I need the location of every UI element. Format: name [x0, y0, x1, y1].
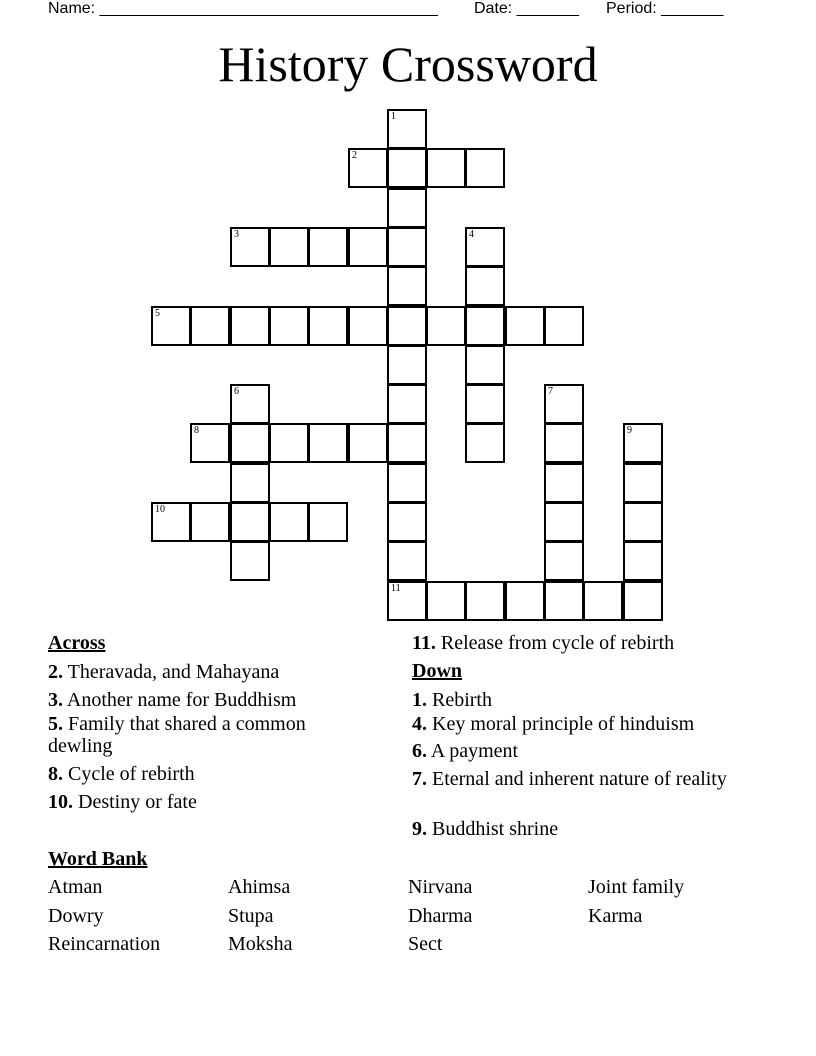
word-bank-item: Stupa — [228, 905, 274, 927]
grid-cell[interactable] — [465, 581, 505, 621]
grid-cell[interactable] — [190, 502, 230, 542]
grid-cell[interactable] — [348, 423, 388, 463]
grid-cell[interactable] — [151, 306, 191, 346]
grid-cell[interactable] — [505, 581, 545, 621]
clue-across-3: 3. Another name for Buddhism — [48, 689, 297, 711]
grid-cell[interactable] — [151, 502, 191, 542]
grid-cell[interactable] — [465, 148, 505, 188]
clue-across-10: 10. Destiny or fate — [48, 791, 197, 813]
grid-cell[interactable] — [387, 384, 427, 424]
grid-cell[interactable] — [387, 423, 427, 463]
grid-cell[interactable] — [583, 581, 623, 621]
grid-cell[interactable] — [544, 306, 584, 346]
grid-cell[interactable] — [269, 502, 309, 542]
grid-cell[interactable] — [465, 306, 505, 346]
grid-cell[interactable] — [269, 227, 309, 267]
grid-cell[interactable] — [230, 306, 270, 346]
grid-cell[interactable] — [505, 306, 545, 346]
grid-cell[interactable] — [544, 463, 584, 503]
word-bank-item: Ahimsa — [228, 876, 291, 898]
word-bank-item: Dowry — [48, 905, 104, 927]
grid-cell[interactable] — [230, 502, 270, 542]
grid-cell[interactable] — [387, 148, 427, 188]
period-field-label: Period: _______ — [606, 0, 724, 17]
grid-cell[interactable] — [269, 306, 309, 346]
grid-cell[interactable] — [623, 581, 663, 621]
grid-cell[interactable] — [623, 502, 663, 542]
grid-cell[interactable] — [387, 541, 427, 581]
grid-cell[interactable] — [465, 384, 505, 424]
clue-down-1: 1. Rebirth — [412, 689, 492, 711]
grid-cell[interactable] — [465, 227, 505, 267]
grid-cell[interactable] — [387, 227, 427, 267]
grid-cell[interactable] — [623, 463, 663, 503]
word-bank-item: Karma — [588, 905, 643, 927]
grid-cell[interactable] — [544, 541, 584, 581]
grid-cell[interactable] — [387, 109, 427, 149]
grid-cell[interactable] — [308, 227, 348, 267]
grid-cell[interactable] — [230, 423, 270, 463]
clue-number: 11 — [391, 583, 401, 594]
grid-cell[interactable] — [348, 306, 388, 346]
grid-cell[interactable] — [348, 148, 388, 188]
grid-cell[interactable] — [308, 423, 348, 463]
word-bank-item: Reincarnation — [48, 933, 161, 955]
date-field-label: Date: _______ — [474, 0, 579, 17]
grid-cell[interactable] — [544, 423, 584, 463]
clue-number: 9 — [627, 425, 632, 436]
clue-across-5: 5. Family that shared a common dewling — [48, 713, 306, 757]
word-bank-item: Sect — [408, 933, 443, 955]
word-bank-item: Atman — [48, 876, 103, 898]
grid-cell[interactable] — [269, 423, 309, 463]
grid-cell[interactable] — [544, 581, 584, 621]
grid-cell[interactable] — [426, 306, 466, 346]
clue-down-7: 7. Eternal and inherent nature of reality — [412, 768, 727, 790]
grid-cell[interactable] — [308, 502, 348, 542]
clue-number: 2 — [352, 150, 357, 161]
clue-down-6: 6. A payment — [412, 740, 519, 762]
clue-number: 3 — [234, 229, 239, 240]
clue-number: 10 — [155, 504, 165, 515]
grid-cell[interactable] — [387, 581, 427, 621]
clue-down-4: 4. Key moral principle of hinduism — [412, 713, 695, 735]
clue-number: 8 — [194, 425, 199, 436]
clue-number: 4 — [469, 229, 474, 240]
grid-cell[interactable] — [544, 502, 584, 542]
grid-cell[interactable] — [387, 266, 427, 306]
word-bank-item: Moksha — [228, 933, 293, 955]
grid-cell[interactable] — [426, 148, 466, 188]
grid-cell[interactable] — [230, 541, 270, 581]
grid-cell[interactable] — [308, 306, 348, 346]
grid-cell[interactable] — [190, 306, 230, 346]
clue-across-2: 2. Theravada, and Mahayana — [48, 661, 280, 683]
grid-cell[interactable] — [230, 384, 270, 424]
grid-cell[interactable] — [465, 266, 505, 306]
grid-cell[interactable] — [230, 463, 270, 503]
grid-cell[interactable] — [230, 227, 270, 267]
grid-cell[interactable] — [387, 345, 427, 385]
grid-cell[interactable] — [426, 581, 466, 621]
clue-across-11: 11. Release from cycle of rebirth — [412, 632, 675, 654]
across-heading: Across — [48, 632, 106, 654]
grid-cell[interactable] — [387, 306, 427, 346]
grid-cell[interactable] — [387, 463, 427, 503]
grid-cell[interactable] — [465, 423, 505, 463]
word-bank-item: Dharma — [408, 905, 473, 927]
grid-cell[interactable] — [623, 541, 663, 581]
clue-number: 5 — [155, 308, 160, 319]
clue-number: 6 — [234, 386, 239, 397]
word-bank-item: Joint family — [588, 876, 685, 898]
clue-across-8: 8. Cycle of rebirth — [48, 763, 195, 785]
grid-cell[interactable] — [348, 227, 388, 267]
grid-cell[interactable] — [544, 384, 584, 424]
grid-cell[interactable] — [465, 345, 505, 385]
clue-down-9: 9. Buddhist shrine — [412, 818, 559, 840]
grid-cell[interactable] — [623, 423, 663, 463]
word-bank-heading: Word Bank — [48, 848, 148, 870]
down-heading: Down — [412, 660, 463, 682]
grid-cell[interactable] — [387, 502, 427, 542]
grid-cell[interactable] — [190, 423, 230, 463]
grid-cell[interactable] — [387, 188, 427, 228]
name-field-label: Name: ______________________________________ — [48, 0, 438, 17]
clue-number: 1 — [391, 111, 396, 122]
word-bank-item: Nirvana — [408, 876, 473, 898]
clue-number: 7 — [548, 386, 553, 397]
page-title: History Crossword — [218, 36, 598, 92]
